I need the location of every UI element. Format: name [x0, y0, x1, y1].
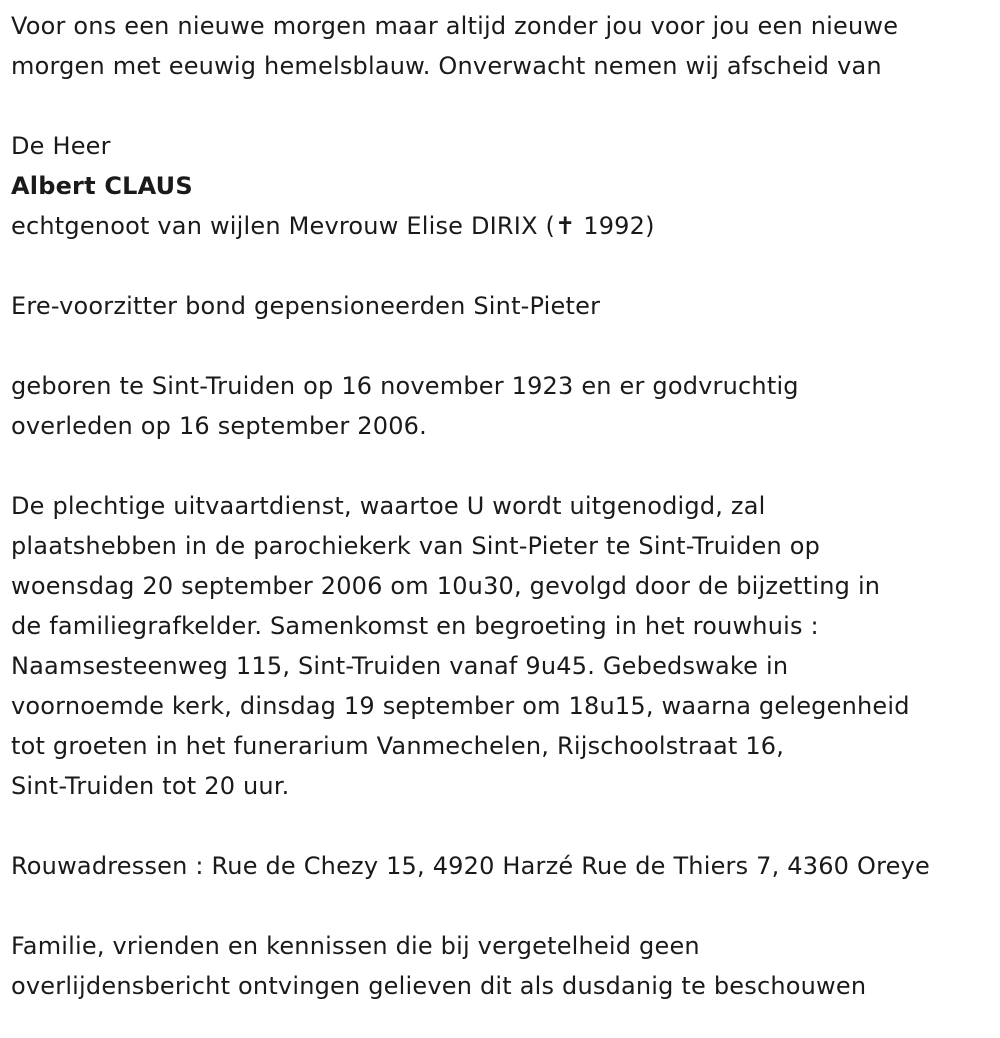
spacer — [11, 246, 996, 286]
obituary-notice — [11, 6, 996, 1006]
funeral-paragraph: De plechtige uitvaartdienst, waartoe U wordt uitgenodigd, zal plaatshebben in de parochiekerk van Sint-Pieter te Sint-Truiden op woensdag 20 september 2006 om 10u30, gevolgd door de bijzetting in de familiegrafkelder. Samenkomst en begroeting in het rouwhuis : Naamsesteenweg 115, Sint-Truiden vanaf 9u45. Gebedswake in voornoemde kerk, dinsdag 19 september om 18u15, waarna gelegenheid tot groeten in het funerarium Vanmechelen, Rijschoolstraat 16, Sint-Truiden tot 20 uur. — [11, 492, 910, 800]
spacer — [11, 86, 996, 126]
birth-death-paragraph: geboren te Sint-Truiden op 16 november 1923 en er godvruchtig overleden op 16 september 2006. — [11, 372, 799, 440]
spacer — [11, 446, 996, 486]
spacer — [11, 326, 996, 366]
deceased-name: Albert CLAUS — [11, 172, 193, 200]
spouse-line: echtgenoot van wijlen Mevrouw Elise DIRIX (✝ 1992) — [11, 212, 655, 240]
closing-paragraph: Familie, vrienden en kennissen die bij vergetelheid geen overlijdensbericht ontvingen gelieven dit als dusdanig te beschouwen — [11, 932, 867, 1000]
spacer — [11, 886, 996, 926]
salutation: De Heer — [11, 132, 111, 160]
spacer — [11, 806, 996, 846]
intro-paragraph: Voor ons een nieuwe morgen maar altijd zonder jou voor jou een nieuwe morgen met eeuwig hemelsblauw. Onverwacht nemen wij afscheid van — [11, 12, 899, 80]
honorary-title: Ere-voorzitter bond gepensioneerden Sint-Pieter — [11, 292, 601, 320]
mourning-addresses: Rouwadressen : Rue de Chezy 15, 4920 Harzé Rue de Thiers 7, 4360 Oreye — [11, 852, 930, 880]
